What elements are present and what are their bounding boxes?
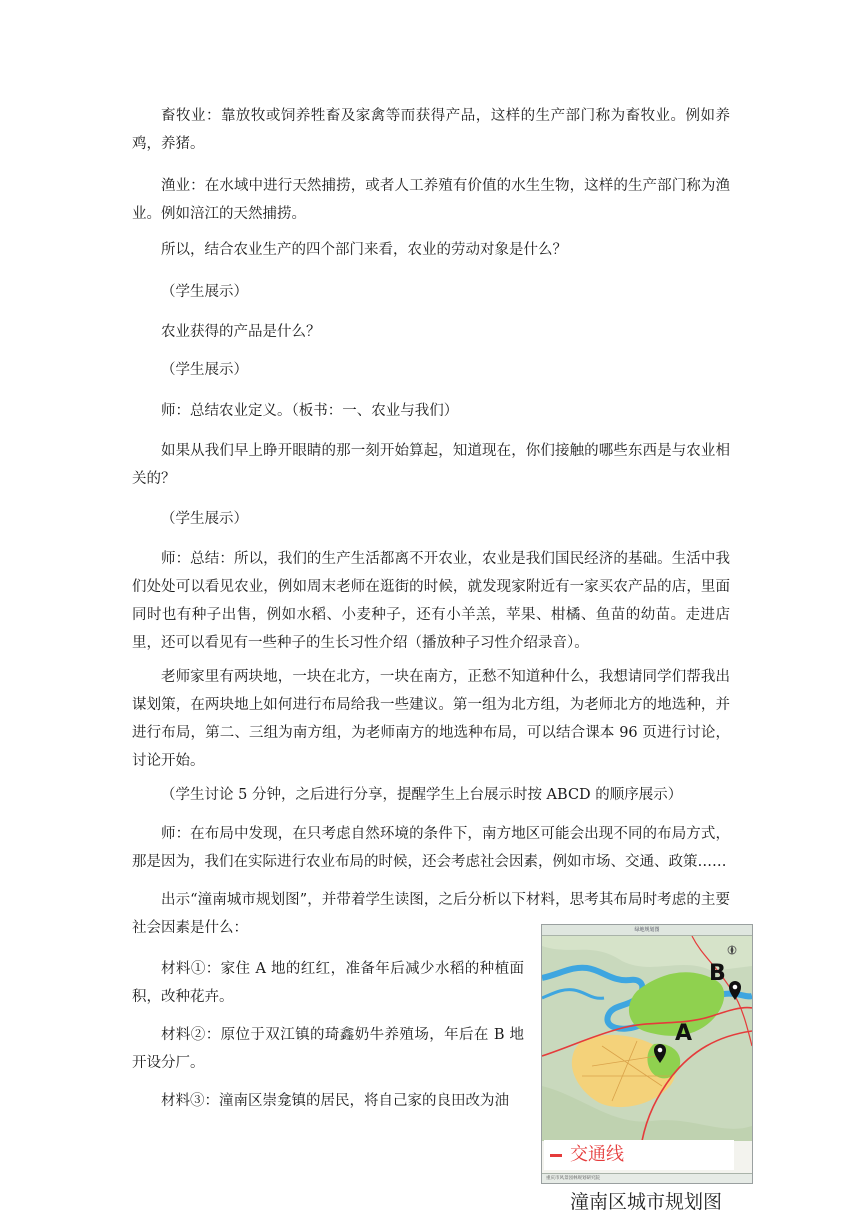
map-label-a: A: [675, 1021, 693, 1046]
paragraph-teacher-summary: 师：总结：所以，我们的生产生活都离不开农业，农业是我们国民经济的基础。生活中我们处处可以看见农业，例如周末老师在逛街的时候，就发现家附近有一家买农产品的店，里面同时也有种子出售，例如水稻、小麦种子，还有小羊羔，苹果、柑橘、鱼苗的幼苗。走进店里，还可以看见有一些种子的生长习性介绍（播放种子习性介绍录音）。: [132, 551, 730, 651]
legend-label: 交通线: [570, 1144, 624, 1165]
paragraph-question-daily-life: 如果从我们早上睁开眼睛的那一刻开始算起，知道现在，你们接触的哪些东西是与农业相关的？: [132, 443, 730, 487]
paragraph-fishery: 渔业：在水域中进行天然捕捞，或者人工养殖有价值的水生生物，这样的生产部门称为渔业。例如涪江的天然捕捞。: [132, 178, 730, 222]
paragraph-student-show-3: （学生展示）: [161, 511, 248, 527]
traffic-line-swatch: [550, 1154, 562, 1157]
map-legend: [544, 1140, 734, 1170]
city-planning-map: [541, 924, 753, 1184]
map-label-b: B: [709, 961, 726, 986]
paragraph-student-show-2: （学生展示）: [161, 362, 248, 378]
paragraph-discussion-note: （学生讨论 5 分钟，之后进行分享，提醒学生上台展示时按 ABCD 的顺序展示）: [161, 787, 683, 803]
figure-caption: 潼南区城市规划图: [569, 1191, 722, 1213]
paragraph-material-3: 材料③：潼南区崇龛镇的居民，将自己家的良田改为油: [161, 1093, 509, 1109]
paragraph-question-labor-object: 所以，结合农业生产的四个部门来看，农业的劳动对象是什么？: [161, 242, 567, 258]
paragraph-material-1: 材料①：家住 A 地的红红，准备年后减少水稻的种植面积，改种花卉。: [132, 961, 524, 1005]
paragraph-question-products: 农业获得的产品是什么？: [161, 324, 321, 340]
paragraph-animal-husbandry: 畜牧业：靠放牧或饲养牲畜及家禽等而获得产品，这样的生产部门称为畜牧业。例如养鸡，养猪。: [132, 108, 730, 152]
paragraph-teacher-definition: 师：总结农业定义。（板书：一、农业与我们）: [161, 403, 459, 419]
paragraph-show-map: 出示“潼南城市规划图”，并带着学生读图，之后分析以下材料，思考其布局时考虑的主要社会因素是什么：: [132, 892, 730, 936]
paragraph-student-show-1: （学生展示）: [161, 284, 248, 300]
map-footer: 重庆市风景园林规划研究院: [542, 1173, 752, 1183]
map-header: 绿地规划图: [542, 925, 752, 936]
paragraph-social-factors: 师：在布局中发现，在只考虑自然环境的条件下，南方地区可能会出现不同的布局方式，那是因为，我们在实际进行农业布局的时候，还会考虑社会因素，例如市场、交通、政策……: [132, 826, 730, 870]
paragraph-teacher-two-fields: 老师家里有两块地，一块在北方，一块在南方，正愁不知道种什么，我想请同学们帮我出谋划策，在两块地上如何进行布局给我一些建议。第一组为北方组，为老师北方的地选种，并进行布局，第二、三组为南方组，为老师南方的地选种布局，可以结合课本 96 页进行讨论，讨论开始。: [132, 669, 730, 769]
paragraph-material-2: 材料②：原位于双江镇的琦鑫奶牛养殖场，年后在 B 地开设分厂。: [132, 1027, 524, 1071]
